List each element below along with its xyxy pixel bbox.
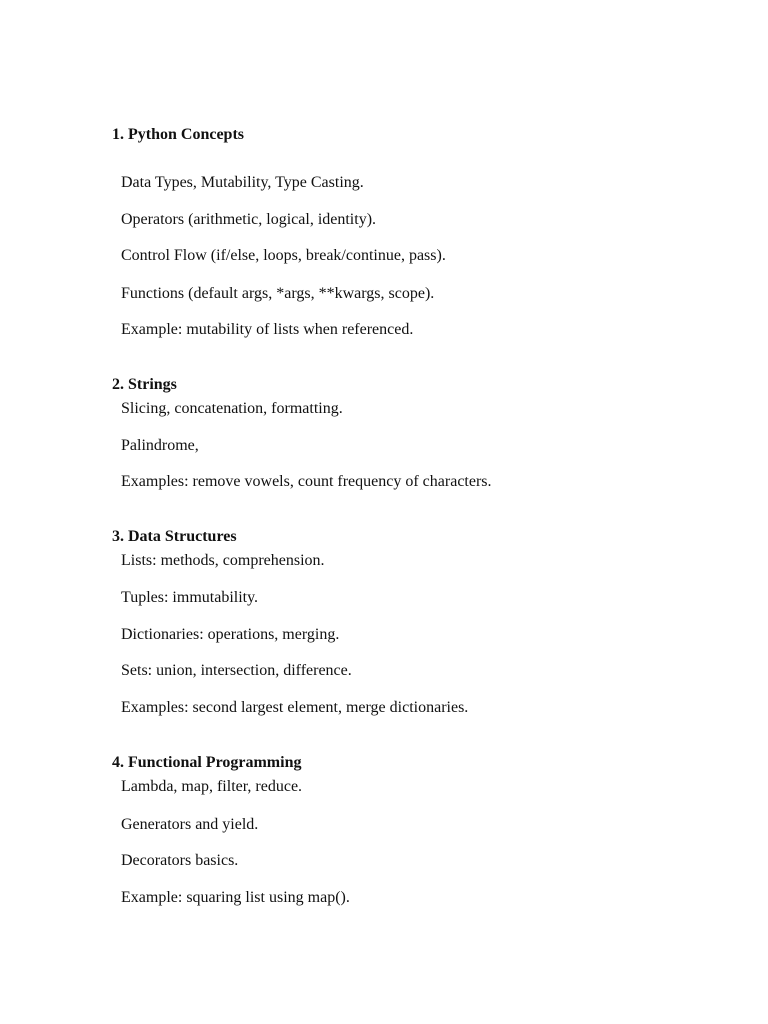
list-item: Slicing, concatenation, formatting. — [121, 400, 343, 417]
section-heading-strings: 2. Strings — [112, 376, 177, 393]
list-item: Example: mutability of lists when referenced. — [121, 321, 414, 338]
list-item: Lists: methods, comprehension. — [121, 552, 325, 569]
list-item: Control Flow (if/else, loops, break/continue, pass). — [121, 247, 446, 264]
list-item: Lambda, map, filter, reduce. — [121, 778, 303, 795]
list-item: Sets: union, intersection, difference. — [121, 662, 352, 679]
list-item: Data Types, Mutability, Type Casting. — [121, 174, 364, 191]
list-item: Examples: second largest element, merge dictionaries. — [121, 699, 469, 716]
list-item: Dictionaries: operations, merging. — [121, 626, 340, 643]
list-item: Operators (arithmetic, logical, identity). — [121, 211, 377, 228]
list-item: Example: squaring list using map(). — [121, 889, 350, 906]
list-item: Functions (default args, *args, **kwargs, scope). — [121, 285, 435, 302]
section-heading-data-structures: 3. Data Structures — [112, 528, 237, 545]
list-item: Palindrome, — [121, 437, 199, 454]
section-heading-functional-programming: 4. Functional Programming — [112, 754, 302, 771]
list-item: Generators and yield. — [121, 816, 259, 833]
list-item: Examples: remove vowels, count frequency of characters. — [121, 473, 492, 490]
list-item: Decorators basics. — [121, 852, 239, 869]
list-item: Tuples: immutability. — [121, 589, 259, 606]
section-heading-python-concepts: 1. Python Concepts — [112, 126, 245, 143]
